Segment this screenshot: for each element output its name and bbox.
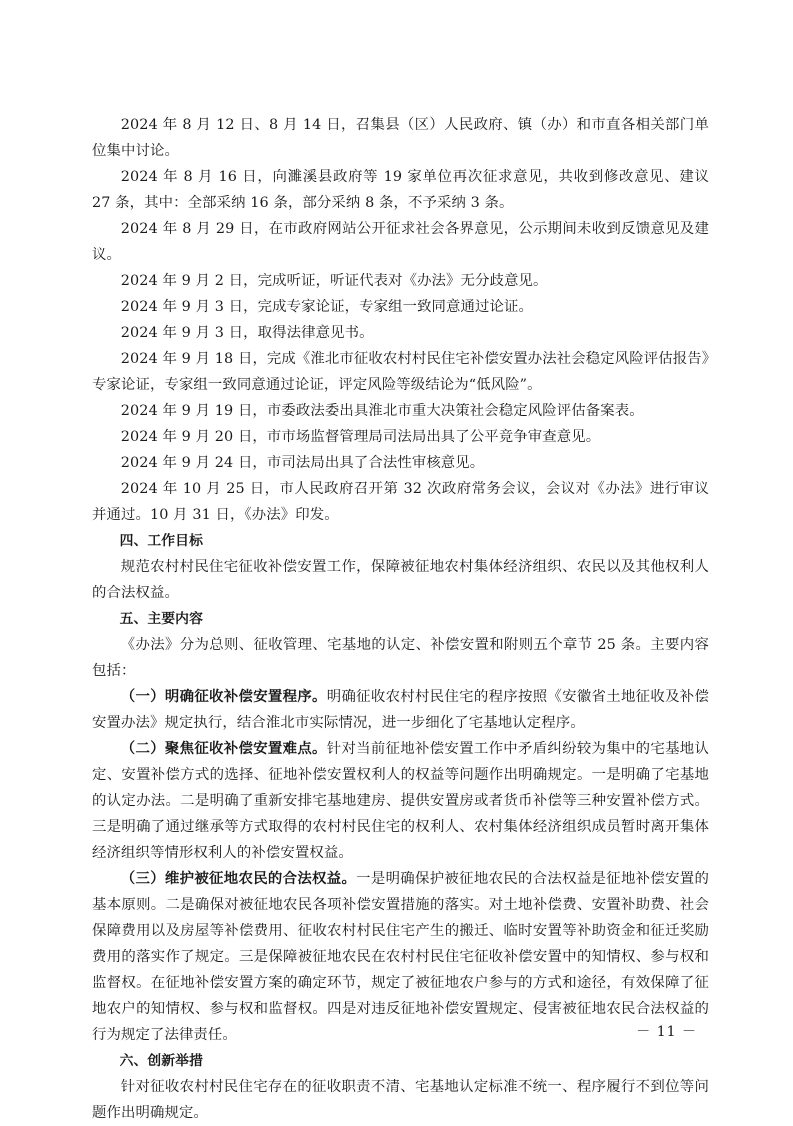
- item-title: （三）维护被征地农民的合法权益。: [120, 870, 357, 887]
- item-text: 针对当前征地补偿安置工作中矛盾纠纷较为集中的宅基地认定、安置补偿方式的选择、征地补偿安置权利人的权益等问题作出明确规定。一是明确了宅基地的认定办法。二是明确了重新安排宅基地建房、提供安置房或者货币补偿等三种安置补偿方式。三是明确了通过继承等方式取得的农村村民住宅的权利人、农村集体经济组织成员暂时离开集体经济组织等情形权利人的补偿安置权益。: [92, 741, 709, 861]
- item-text: 明确征收农村村民住宅的程序按照《安徽省土地征收及补偿安置办法》规定执行，结合淮北市实际情况，进一步细化了宅基地认定程序。: [92, 689, 709, 731]
- timeline-entry: 2024 年 9 月 19 日，市委政法委出具淮北市重大决策社会稳定风险评估备案表。: [120, 403, 644, 419]
- main-content-item: [92, 684, 709, 736]
- timeline-entry: 2024 年 8 月 29 日，在市政府网站公开征求社会各界意见，公示期间未收到反馈意见及建议。: [92, 221, 709, 263]
- timeline-entry: 2024 年 9 月 20 日，市市场监督管理局司法局出具了公平竞争审查意见。: [120, 429, 601, 445]
- timeline-entry: 2024 年 9 月 3 日，完成专家论证，专家组一致同意通过论证。: [120, 299, 533, 315]
- section-heading-main-content: 五、主要内容: [119, 611, 203, 627]
- item-title: （一）明确征收补偿安置程序。: [120, 688, 327, 705]
- timeline-entry: 2024 年 10 月 25 日，市人民政府召开第 32 次政府常务会议，会议对《办法》进行审议并通过。10 月 31 日，《办法》印发。: [92, 481, 709, 523]
- main-content-item: [92, 736, 709, 866]
- page-number: － 11 －: [636, 1024, 697, 1040]
- section-heading-work-goals: 四、工作目标: [119, 533, 203, 549]
- timeline-entry: 2024 年 8 月 16 日，向濉溪县政府等 19 家单位再次征求意见，共收到修改意见、建议 27 条，其中：全部采纳 16 条，部分采纳 8 条，不予采纳 3 条。: [92, 169, 709, 211]
- timeline-entry: 2024 年 9 月 3 日，取得法律意见书。: [120, 325, 374, 341]
- timeline-entry: 2024 年 8 月 12 日、8 月 14 日，召集县（区）人民政府、镇（办）和市直各相关部门单位集中讨论。: [92, 117, 709, 159]
- item-title: （二）聚焦征收补偿安置难点。: [120, 740, 327, 757]
- section-text-work-goals: 规范农村村民住宅征收补偿安置工作，保障被征地农村集体经济组织、农民以及其他权利人的合法权益。: [92, 559, 709, 601]
- timeline-entry: 2024 年 9 月 24 日，市司法局出具了合法性审核意见。: [120, 455, 485, 471]
- document-body: [92, 112, 709, 1126]
- section-text-innovations: 针对征收农村村民住宅存在的征收职责不清、宅基地认定标准不统一、程序履行不到位等问题作出明确规定。: [92, 1079, 709, 1121]
- item-text: 一是明确保护被征地农民的合法权益是征地补偿安置的基本原则。二是确保对被征地农民各项补偿安置措施的落实。对土地补偿费、安置补助费、社会保障费用以及房屋等补偿费用、征收农村村民住宅产生的搬迁、临时安置等补助资金和征迁奖励费用的落实作了规定。三是保障被征地农民在农村村民住宅征收补偿安置中的知情权、参与权和监督权。在征地补偿安置方案的确定环节，规定了被征地农户参与的方式和途径，有效保障了征地农户的知情权、参与权和监督权。四是对违反征地补偿安置规定、侵害被征地农民合法权益的行为规定了法律责任。: [92, 871, 709, 1043]
- main-content-intro: 《办法》分为总则、征收管理、宅基地的认定、补偿安置和附则五个章节 25 条。主要内容包括：: [92, 637, 709, 679]
- timeline-entry: 2024 年 9 月 18 日，完成《淮北市征收农村村民住宅补偿安置办法社会稳定风险评估报告》专家论证，专家组一致同意通过论证，评定风险等级结论为“低风险”。: [92, 351, 709, 393]
- timeline-entry: 2024 年 9 月 2 日，完成听证，听证代表对《办法》无分歧意见。: [120, 273, 548, 289]
- main-content-item: [92, 866, 709, 1048]
- section-heading-innovations: 六、创新举措: [119, 1053, 203, 1069]
